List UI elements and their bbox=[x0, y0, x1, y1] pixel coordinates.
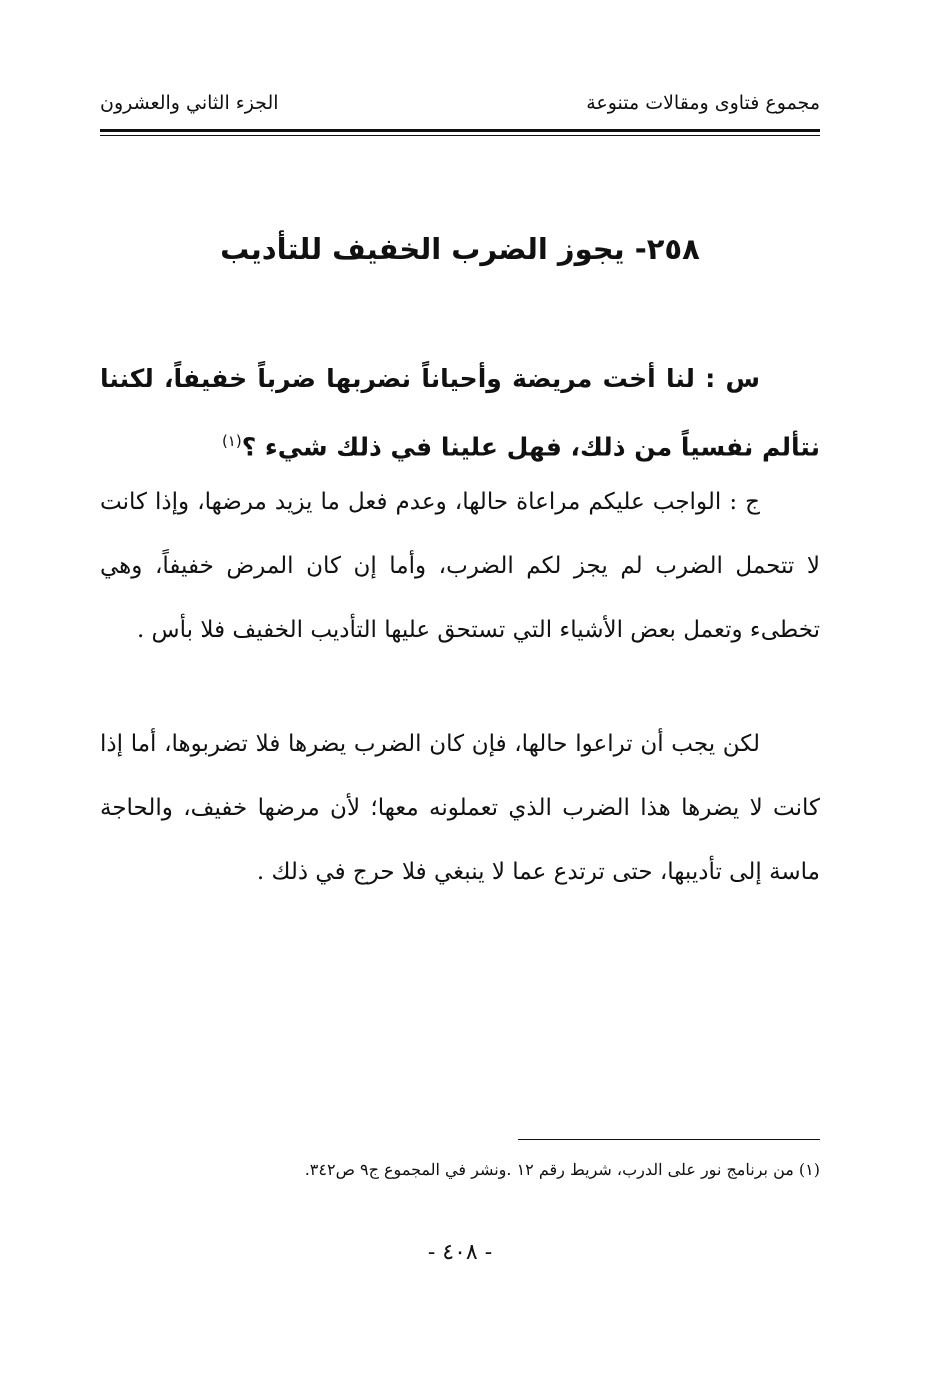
header-rule-thin bbox=[100, 135, 820, 136]
footnote: (١) من برنامج نور على الدرب، شريط رقم ١٢ .ونشر في المجموع ج٩ ص٣٤٢. bbox=[304, 1160, 820, 1179]
header-volume: الجزء الثاني والعشرون bbox=[100, 92, 279, 114]
answer-paragraph-2: لكن يجب أن تراعوا حالها، فإن كان الضرب يضرها فلا تضربوها، أما إذا كانت لا يضرها هذا الضرب الذي تعملونه معها؛ لأن مرضها خفيف، والحاجة ماسة إلى تأديبها، حتى ترتدع عما لا ينبغي فلا حرج في ذلك . bbox=[100, 731, 820, 885]
footnote-reference: (١) bbox=[221, 432, 242, 450]
header-book-title: مجموع فتاوى ومقالات متنوعة bbox=[586, 92, 820, 114]
answer-paragraph-1: ج : الواجب عليكم مراعاة حالها، وعدم فعل ما يزيد مرضها، وإذا كانت لا تتحمل الضرب لم يجز لكم الضرب، وأما إن كان المرض خفيفاً، وهي تخطىء وتعمل بعض الأشياء التي تستحق عليها التأديب الخفيف فلا بأس . bbox=[100, 489, 820, 643]
page-header bbox=[100, 92, 820, 128]
header-rule-thick bbox=[100, 129, 820, 132]
page-number: - ٤٠٨ - bbox=[427, 1240, 493, 1265]
article-title: ٢٥٨- يجوز الضرب الخفيف للتأديب bbox=[220, 232, 700, 266]
question-paragraph bbox=[100, 348, 820, 478]
question-text: س : لنا أخت مريضة وأحياناً نضربها ضرباً خفيفاً، لكننا نتألم نفسياً من ذلك، فهل علينا في ذلك شيء ؟ bbox=[100, 364, 820, 462]
footnote-separator bbox=[518, 1139, 820, 1140]
